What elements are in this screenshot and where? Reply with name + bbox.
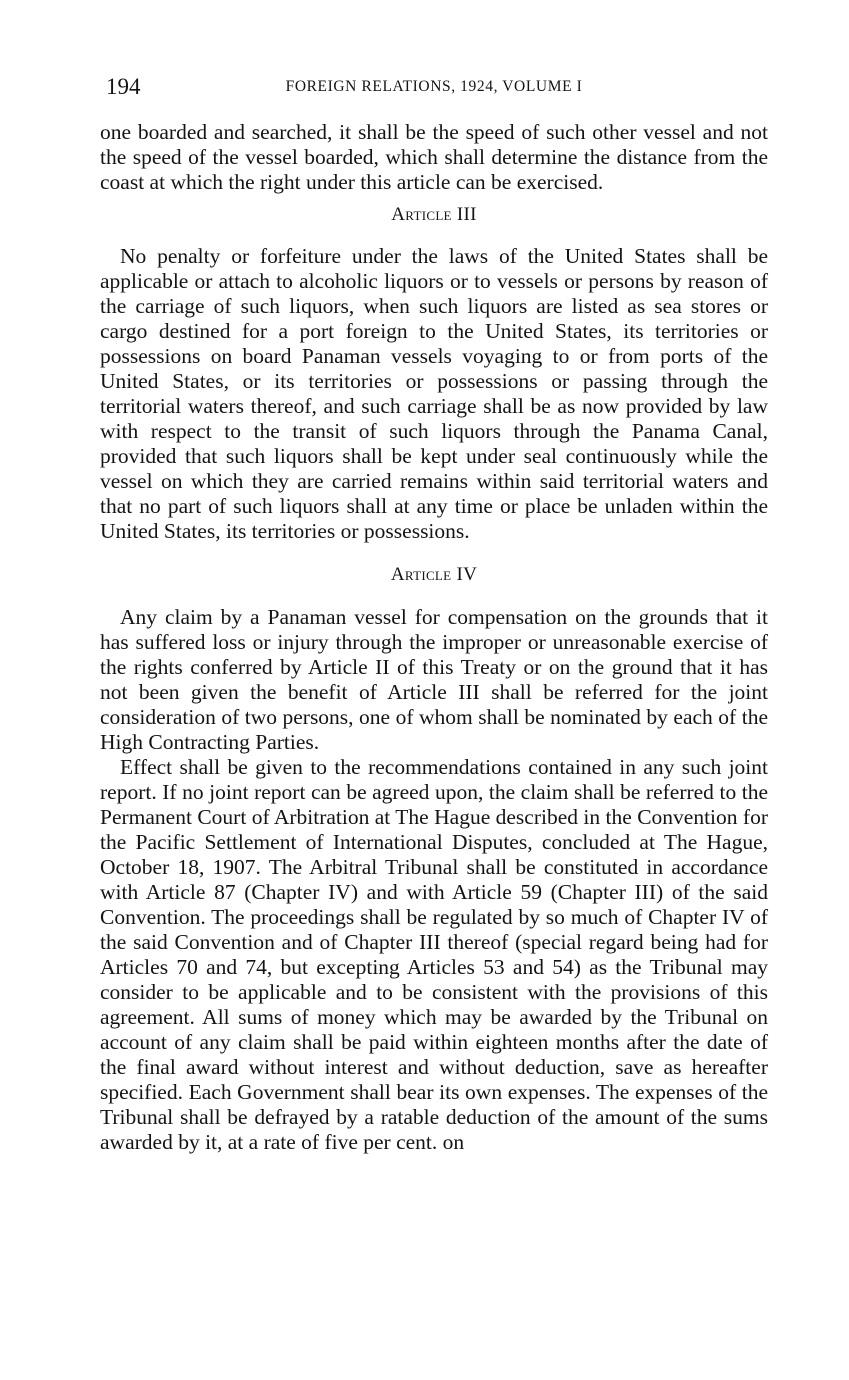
article-4-paragraph-1: Any claim by a Panaman vessel for compensation on the grounds that it has suffered loss or injury through the improper or unreasonable exercise of the rights conferred by Article II of this Treaty or on the ground that it has not been given the benefit of Article III shall be referred for the joint consideration of two persons, one of whom shall be nominated by each of the High Contracting Parties. bbox=[100, 605, 768, 754]
continuation-paragraph: one boarded and searched, it shall be the speed of such other vessel and not the speed of the vessel boarded, which shall determine the distance from the coast at which the right under this article can be exercised. bbox=[100, 120, 768, 194]
document-page bbox=[100, 72, 768, 1155]
running-header bbox=[100, 72, 768, 102]
article-3-heading: Article III bbox=[391, 204, 477, 225]
article-3-paragraph: No penalty or forfeiture under the laws of the United States shall be applicable or attach to alcoholic liquors or to vessels or persons by reason of the carriage of such liquors, when such liquors are listed as sea stores or cargo destined for a port foreign to the United States, its territories or possessions on board Panaman vessels voyaging to or from ports of the United States, or its territories or possessions or passing through the territorial waters thereof, and such carriage shall be as now provided by law with respect to the transit of such liquors through the Panama Canal, provided that such liquors shall be kept under seal continuously while the vessel on which they are carried remains within said territorial waters and that no part of such liquors shall at any time or place be unladen within the United States, its territories or possessions. bbox=[100, 244, 768, 543]
article-4-heading: Article IV bbox=[390, 564, 478, 585]
running-title: FOREIGN RELATIONS, 1924, VOLUME I bbox=[285, 78, 583, 95]
page-number: 194 bbox=[106, 74, 141, 99]
article-4-paragraph-2: Effect shall be given to the recommendations contained in any such joint report. If no joint report can be agreed upon, the claim shall be referred to the Permanent Court of Arbitration at The Hague described in the Convention for the Pacific Settlement of International Disputes, concluded at The Hague, October 18, 1907. The Arbitral Tribunal shall be constituted in accordance with Article 87 (Chapter IV) and with Article 59 (Chapter III) of the said Convention. The proceedings shall be regulated by so much of Chapter IV of the said Convention and of Chapter III thereof (special regard being had for Articles 70 and 74, but excepting Articles 53 and 54) as the Tribunal may consider to be applicable and to be consistent with the provisions of this agreement. All sums of money which may be awarded by the Tribunal on account of any claim shall be paid within eighteen months after the date of the final award without interest and without deduction, save as hereafter specified. Each Government shall bear its own expenses. The expenses of the Tribunal shall be defrayed by a ratable deduction of the amount of the sums awarded by it, at a rate of five per cent. on bbox=[100, 755, 768, 1154]
